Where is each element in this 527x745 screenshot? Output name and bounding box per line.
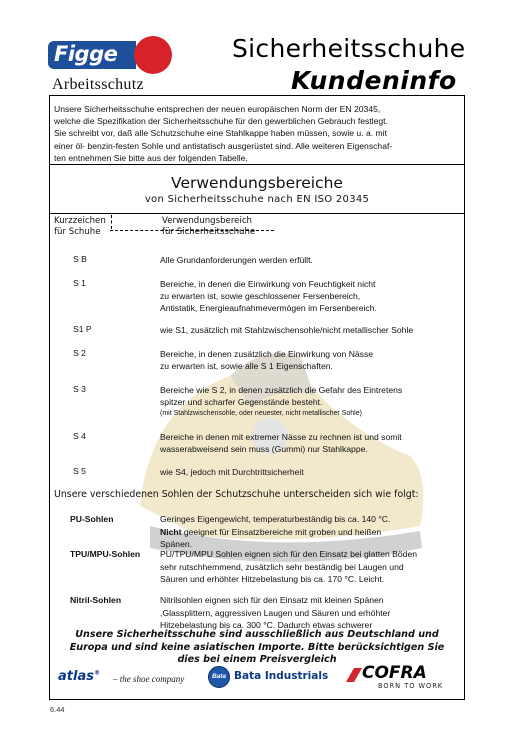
row-line: spitzer und scharfer Gegenstände besteht. [160, 397, 323, 407]
sole-line: Säuren und erhöhter Hitzebelastung bis ca. 170 °C. Leicht. [160, 574, 385, 584]
divider [50, 213, 464, 214]
section-subtitle: von Sicherheitsschuhe nach EN ISO 20345 [144, 194, 370, 205]
row-line: Bereiche in denen mit extremer Nässe zu rechnen ist und somit [160, 432, 402, 442]
sole-line [160, 526, 460, 539]
column-header-code [54, 216, 106, 238]
footer-note [50, 629, 464, 667]
sole-line-rest: geeignet für Einsatzbereiche mit groben und heißen [181, 526, 382, 537]
row-code: S B [73, 254, 87, 264]
intro-paragraph [54, 103, 460, 164]
page-number: 6.44 [50, 705, 65, 714]
page-title: Sicherheitsschuhe [232, 34, 466, 63]
row-description [160, 254, 460, 266]
sole-line: Spänen. [160, 539, 193, 549]
sole-line: Nitrilsohlen eignen sich für den Einsatz mit kleinen Spänen [160, 595, 384, 605]
row-line: Bereiche, in denen die Einwirkung von Feuchtigkeit nicht [160, 279, 376, 289]
row-line: wie S1, zusätzlich mit Stahlzwischensohle/nicht metallischer Sohle [160, 325, 414, 335]
row-code: S 4 [73, 431, 86, 441]
sole-line: sehr rutschhemmend, zusätzlich sehr beständig bei Laugen und [160, 561, 404, 572]
row-note: (mit Stahlzwischensohle, oder neuester, nicht metallischer Sohle) [160, 410, 362, 417]
row-line: Alle Grundanforderungen werden erfüllt. [160, 255, 313, 265]
row-line: zu erwarten ist, sowie alle S 1 Eigenschaften. [160, 361, 333, 371]
row-description [160, 466, 460, 478]
column-header-line: für Sicherheitsschuhe [162, 227, 256, 237]
atlas-logo [58, 669, 100, 684]
row-description [160, 278, 460, 314]
row-description [160, 384, 460, 419]
column-header-line: Verwendungsbereich [162, 216, 253, 226]
row-code: S 5 [73, 466, 86, 476]
row-code: S1 P [73, 324, 92, 334]
footer-note-line: dies bei einem Preisvergleich [177, 654, 337, 665]
row-description [160, 324, 460, 336]
intro-line: einer öl- benzin-festen Sohle und antistatisch ausgerüstet sind. Alle weiteren Eigenschaf- [54, 140, 393, 151]
intro-line: ten entnehmen Sie bitte aus der folgenden Tabelle. [54, 152, 248, 163]
row-line: Bereiche wie S 2, in denen zusätzlich die Gefahr des Eintretens [160, 385, 403, 395]
row-line: zu erwarten ist, sowie geschlossener Fersenbereich, [160, 291, 361, 301]
atlas-registered-mark: ® [93, 669, 100, 677]
atlas-logo-text: atlas [58, 669, 94, 684]
sole-description [160, 513, 460, 551]
section-title: Verwendungsbereiche [171, 174, 343, 192]
logo-circle [134, 36, 172, 74]
row-line: Bereiche, in denen zusätzlich die Einwirkung von Nässe [160, 349, 374, 359]
sole-name: PU-Sohlen [70, 514, 114, 524]
footer-note-line: Unsere Sicherheitsschuhe sind ausschließlich aus Deutschland und [75, 629, 439, 640]
atlas-tagline: – the shoe company [113, 674, 185, 684]
info-box [49, 95, 465, 700]
row-line: wie S4, jedoch mit Durchtrittsicherheit [160, 467, 304, 477]
footer-note-line: Europa und sind keine asiatischen Importe. Bitte berücksichtigen Sie [69, 641, 445, 653]
divider [50, 164, 464, 165]
sole-line: Hitzebelastung bis ca. 300 °C. Dadurch etwas schwerer [160, 620, 373, 630]
intro-line: Unsere Sicherheitsschuhe entsprechen der neuen europäischen Norm der EN 20345, [54, 104, 381, 114]
logo-text: Figge [54, 42, 118, 66]
page-subtitle: Kundeninfo [291, 66, 457, 95]
row-line: wasserabweisend sein muss (Gummi) nur Stahlkappe. [160, 444, 368, 454]
sole-line: PU/TPU/MPU Sohlen eignen sich für den Einsatz bei glatten Böden [160, 549, 418, 559]
row-description [160, 431, 460, 455]
dashed-underline [110, 230, 274, 231]
sole-description [160, 594, 460, 632]
row-code: S 3 [73, 384, 86, 394]
bata-emblem-icon [208, 666, 230, 688]
sole-line: ,Glassplittern, aggressiven Laugen und Säuren und erhöhter [160, 607, 391, 618]
sole-name: TPU/MPU-Sohlen [70, 549, 141, 559]
dashed-separator [111, 215, 112, 229]
soles-heading: Unsere verschiedenen Sohlen der Schutzschuhe unterscheiden sich wie folgt: [54, 489, 419, 500]
bata-emblem-text: Bata [211, 673, 227, 680]
row-description [160, 348, 460, 372]
intro-line: welche die Spezifikation der Sicherheitsschuhe für den gewerblichen Gebrauch festlegt. [54, 116, 388, 127]
sole-description [160, 548, 460, 586]
column-header-line: für Schuhe [54, 227, 101, 237]
row-code: S 2 [73, 348, 86, 358]
row-code: S 1 [73, 278, 86, 288]
cofra-logo: COFRA [362, 663, 427, 683]
logo-subtitle: Arbeitsschutz [52, 76, 144, 93]
intro-line: Sie schreibt vor, daß alle Schutzschuhe eine Stahlkappe haben müssen, sowie u. a. mit [54, 128, 387, 139]
cofra-mark-icon [346, 668, 362, 682]
cofra-tagline: BORN TO WORK [378, 682, 444, 690]
column-header-usage [162, 216, 255, 238]
column-header-line: Kurzzeichen [54, 216, 106, 226]
sole-name: Nitril-Sohlen [70, 595, 122, 605]
sole-emphasis: Nicht [160, 526, 182, 537]
bata-logo: Bata Industrials [234, 670, 329, 682]
sole-line: Geringes Eigengewicht, temperaturbeständig bis ca. 140 °C. [160, 514, 391, 524]
row-line: Antistatik, Energieaufnahmevermögen im Fersenbereich. [160, 303, 377, 313]
